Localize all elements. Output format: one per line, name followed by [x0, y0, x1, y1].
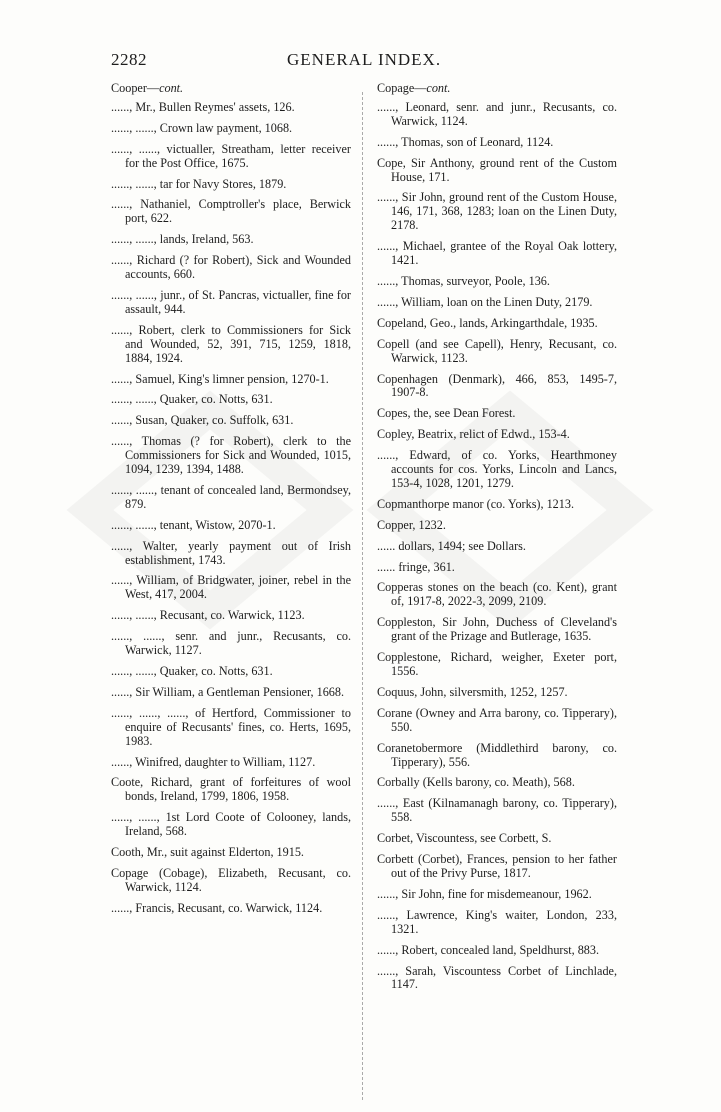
- index-entry: Copes, the, see Dean Forest.: [377, 406, 516, 421]
- column-divider: [362, 92, 363, 1100]
- index-entry: ......, ......, Recusant, co. Warwick, 1123.: [111, 608, 305, 623]
- index-entry: ......, ......, victualler, Streatham, letter receiver for the Post Office, 1675.: [111, 141, 351, 170]
- index-entry: ......, ......, senr. and junr., Recusants, co. Warwick, 1127.: [111, 629, 351, 658]
- index-entry: ......, Susan, Quaker, co. Suffolk, 631.: [111, 413, 294, 428]
- index-entry: Corbet, Viscountess, see Corbett, S.: [377, 831, 552, 846]
- page-title: GENERAL INDEX.: [287, 50, 442, 69]
- left-index-column: [111, 82, 351, 923]
- index-entry: ...... dollars, 1494; see Dollars.: [377, 538, 526, 553]
- index-entry: ......, Winifred, daughter to William, 1127.: [111, 754, 316, 769]
- index-entry: ......, Thomas (? for Robert), clerk to the Commissioners for Sick and Wounded, 1015, 1094, 1239, 1394, 1488.: [111, 434, 351, 477]
- index-entry: ......, Sarah, Viscountess Corbet of Linchlade, 1147.: [377, 963, 617, 992]
- index-entry: ......, Edward, of co. Yorks, Hearthmoney accounts for cos. Yorks, Lincoln and Lancs, 153-4, 1028, 1201, 1279.: [377, 448, 617, 490]
- index-entry: Cope, Sir Anthony, ground rent of the Custom House, 171.: [377, 155, 617, 184]
- index-entry: Copell (and see Capell), Henry, Recusant, co. Warwick, 1123.: [377, 336, 617, 365]
- index-entry: ......, Sir John, fine for misdemeanour, 1962.: [377, 886, 592, 901]
- index-entry: ......, Robert, clerk to Commissioners for Sick and Wounded, 52, 391, 715, 1259, 1818, 1884, 1924.: [111, 322, 351, 365]
- index-entry: ......, ......, junr., of St. Pancras, victualler, fine for assault, 944.: [111, 287, 351, 316]
- column-continuation-heading: Cooper—cont.: [111, 81, 184, 95]
- index-entry: ......, William, of Bridgwater, joiner, rebel in the West, 417, 2004.: [111, 573, 351, 602]
- index-entry: ......, ......, lands, Ireland, 563.: [111, 232, 254, 247]
- column-continuation-heading: Copage—cont.: [377, 81, 451, 95]
- index-entry: ......, Thomas, son of Leonard, 1124.: [377, 134, 554, 149]
- index-entry: Copley, Beatrix, relict of Edwd., 153-4.: [377, 427, 570, 442]
- index-entry: ......, William, loan on the Linen Duty, 2179.: [377, 294, 593, 309]
- index-entry: ......, ......, Quaker, co. Notts, 631.: [111, 664, 273, 678]
- index-entry: ......, Robert, concealed land, Speldhurst, 883.: [377, 942, 600, 957]
- index-entry: Corane (Owney and Arra barony, co. Tipperary), 550.: [377, 705, 617, 734]
- index-entry: Copperas stones on the beach (co. Kent), grant of, 1917-8, 2022-3, 2099, 2109.: [377, 580, 617, 609]
- left-entry-list: [111, 101, 351, 916]
- index-entry: Copage (Cobage), Elizabeth, Recusant, co. Warwick, 1124.: [111, 865, 351, 894]
- index-entry: ......, Sir John, ground rent of the Custom House, 146, 171, 368, 1283; loan on the Linen Duty, 2178.: [377, 190, 617, 233]
- index-entry: ......, Sir William, a Gentleman Pensioner, 1668.: [111, 684, 345, 699]
- index-entry: Coote, Richard, grant of forfeitures of wool bonds, Ireland, 1799, 1806, 1958.: [111, 775, 351, 804]
- index-entry: ......, ......, 1st Lord Coote of Colooney, lands, Ireland, 568.: [111, 810, 351, 839]
- index-entry: ...... fringe, 361.: [377, 559, 455, 574]
- index-entry: Copmanthorpe manor (co. Yorks), 1213.: [377, 496, 575, 511]
- index-entry: Coquus, John, silversmith, 1252, 1257.: [377, 684, 568, 699]
- index-entry: Copeland, Geo., lands, Arkingarthdale, 1935.: [377, 315, 598, 330]
- index-entry: Coranetobermore (Middlethird barony, co. Tipperary), 556.: [377, 740, 617, 769]
- index-entry: ......, ......, Quaker, co. Notts, 631.: [111, 392, 273, 407]
- right-index-column: [377, 82, 617, 999]
- index-entry: ......, ......, tenant of concealed land, Bermondsey, 879.: [111, 482, 351, 511]
- index-entry: ......, ......, tenant, Wistow, 2070-1.: [111, 517, 276, 532]
- index-entry: ......, Samuel, King's limner pension, 1270-1.: [111, 371, 329, 386]
- index-entry: ......, Mr., Bullen Reymes' assets, 126.: [111, 99, 295, 114]
- right-entry-list: [377, 101, 617, 992]
- index-entry: ......, Walter, yearly payment out of Irish establishment, 1743.: [111, 538, 351, 567]
- index-entry: Copplestone, Richard, weigher, Exeter port, 1556.: [377, 650, 617, 678]
- index-entry: ......, ......, tar for Navy Stores, 1879.: [111, 176, 287, 191]
- index-entry: ......, Richard (? for Robert), Sick and Wounded accounts, 660.: [111, 253, 351, 282]
- index-entry: Copenhagen (Denmark), 466, 853, 1495-7, 1907-8.: [377, 371, 617, 400]
- page-number: 2282: [111, 50, 147, 69]
- index-entry: ......, Michael, grantee of the Royal Oak lottery, 1421.: [377, 239, 617, 268]
- index-entry: Copper, 1232.: [377, 517, 446, 532]
- index-entry: Coppleston, Sir John, Duchess of Cleveland's grant of the Prizage and Butlerage, 1635.: [377, 615, 617, 644]
- index-entry: ......, Francis, Recusant, co. Warwick, 1124.: [111, 900, 323, 915]
- index-entry: Cooth, Mr., suit against Elderton, 1915.: [111, 845, 304, 860]
- index-entry: ......, Nathaniel, Comptroller's place, Berwick port, 622.: [111, 197, 351, 226]
- index-entry: ......, Thomas, surveyor, Poole, 136.: [377, 273, 550, 288]
- index-entry: ......, Lawrence, King's waiter, London, 233, 1321.: [377, 907, 617, 936]
- index-entry: Corbett (Corbet), Frances, pension to her father out of the Privy Purse, 1817.: [377, 852, 617, 880]
- index-entry: ......, ......, ......, of Hertford, Commissioner to enquire of Recusants' fines, co. Herts, 1695, 1983.: [111, 705, 351, 748]
- index-entry: Corbally (Kells barony, co. Meath), 568.: [377, 775, 575, 790]
- index-entry: ......, Leonard, senr. and junr., Recusants, co. Warwick, 1124.: [377, 99, 617, 128]
- index-entry: ......, ......, Crown law payment, 1068.: [111, 120, 293, 135]
- index-entry: ......, East (Kilnamanagh barony, co. Tipperary), 558.: [377, 796, 617, 825]
